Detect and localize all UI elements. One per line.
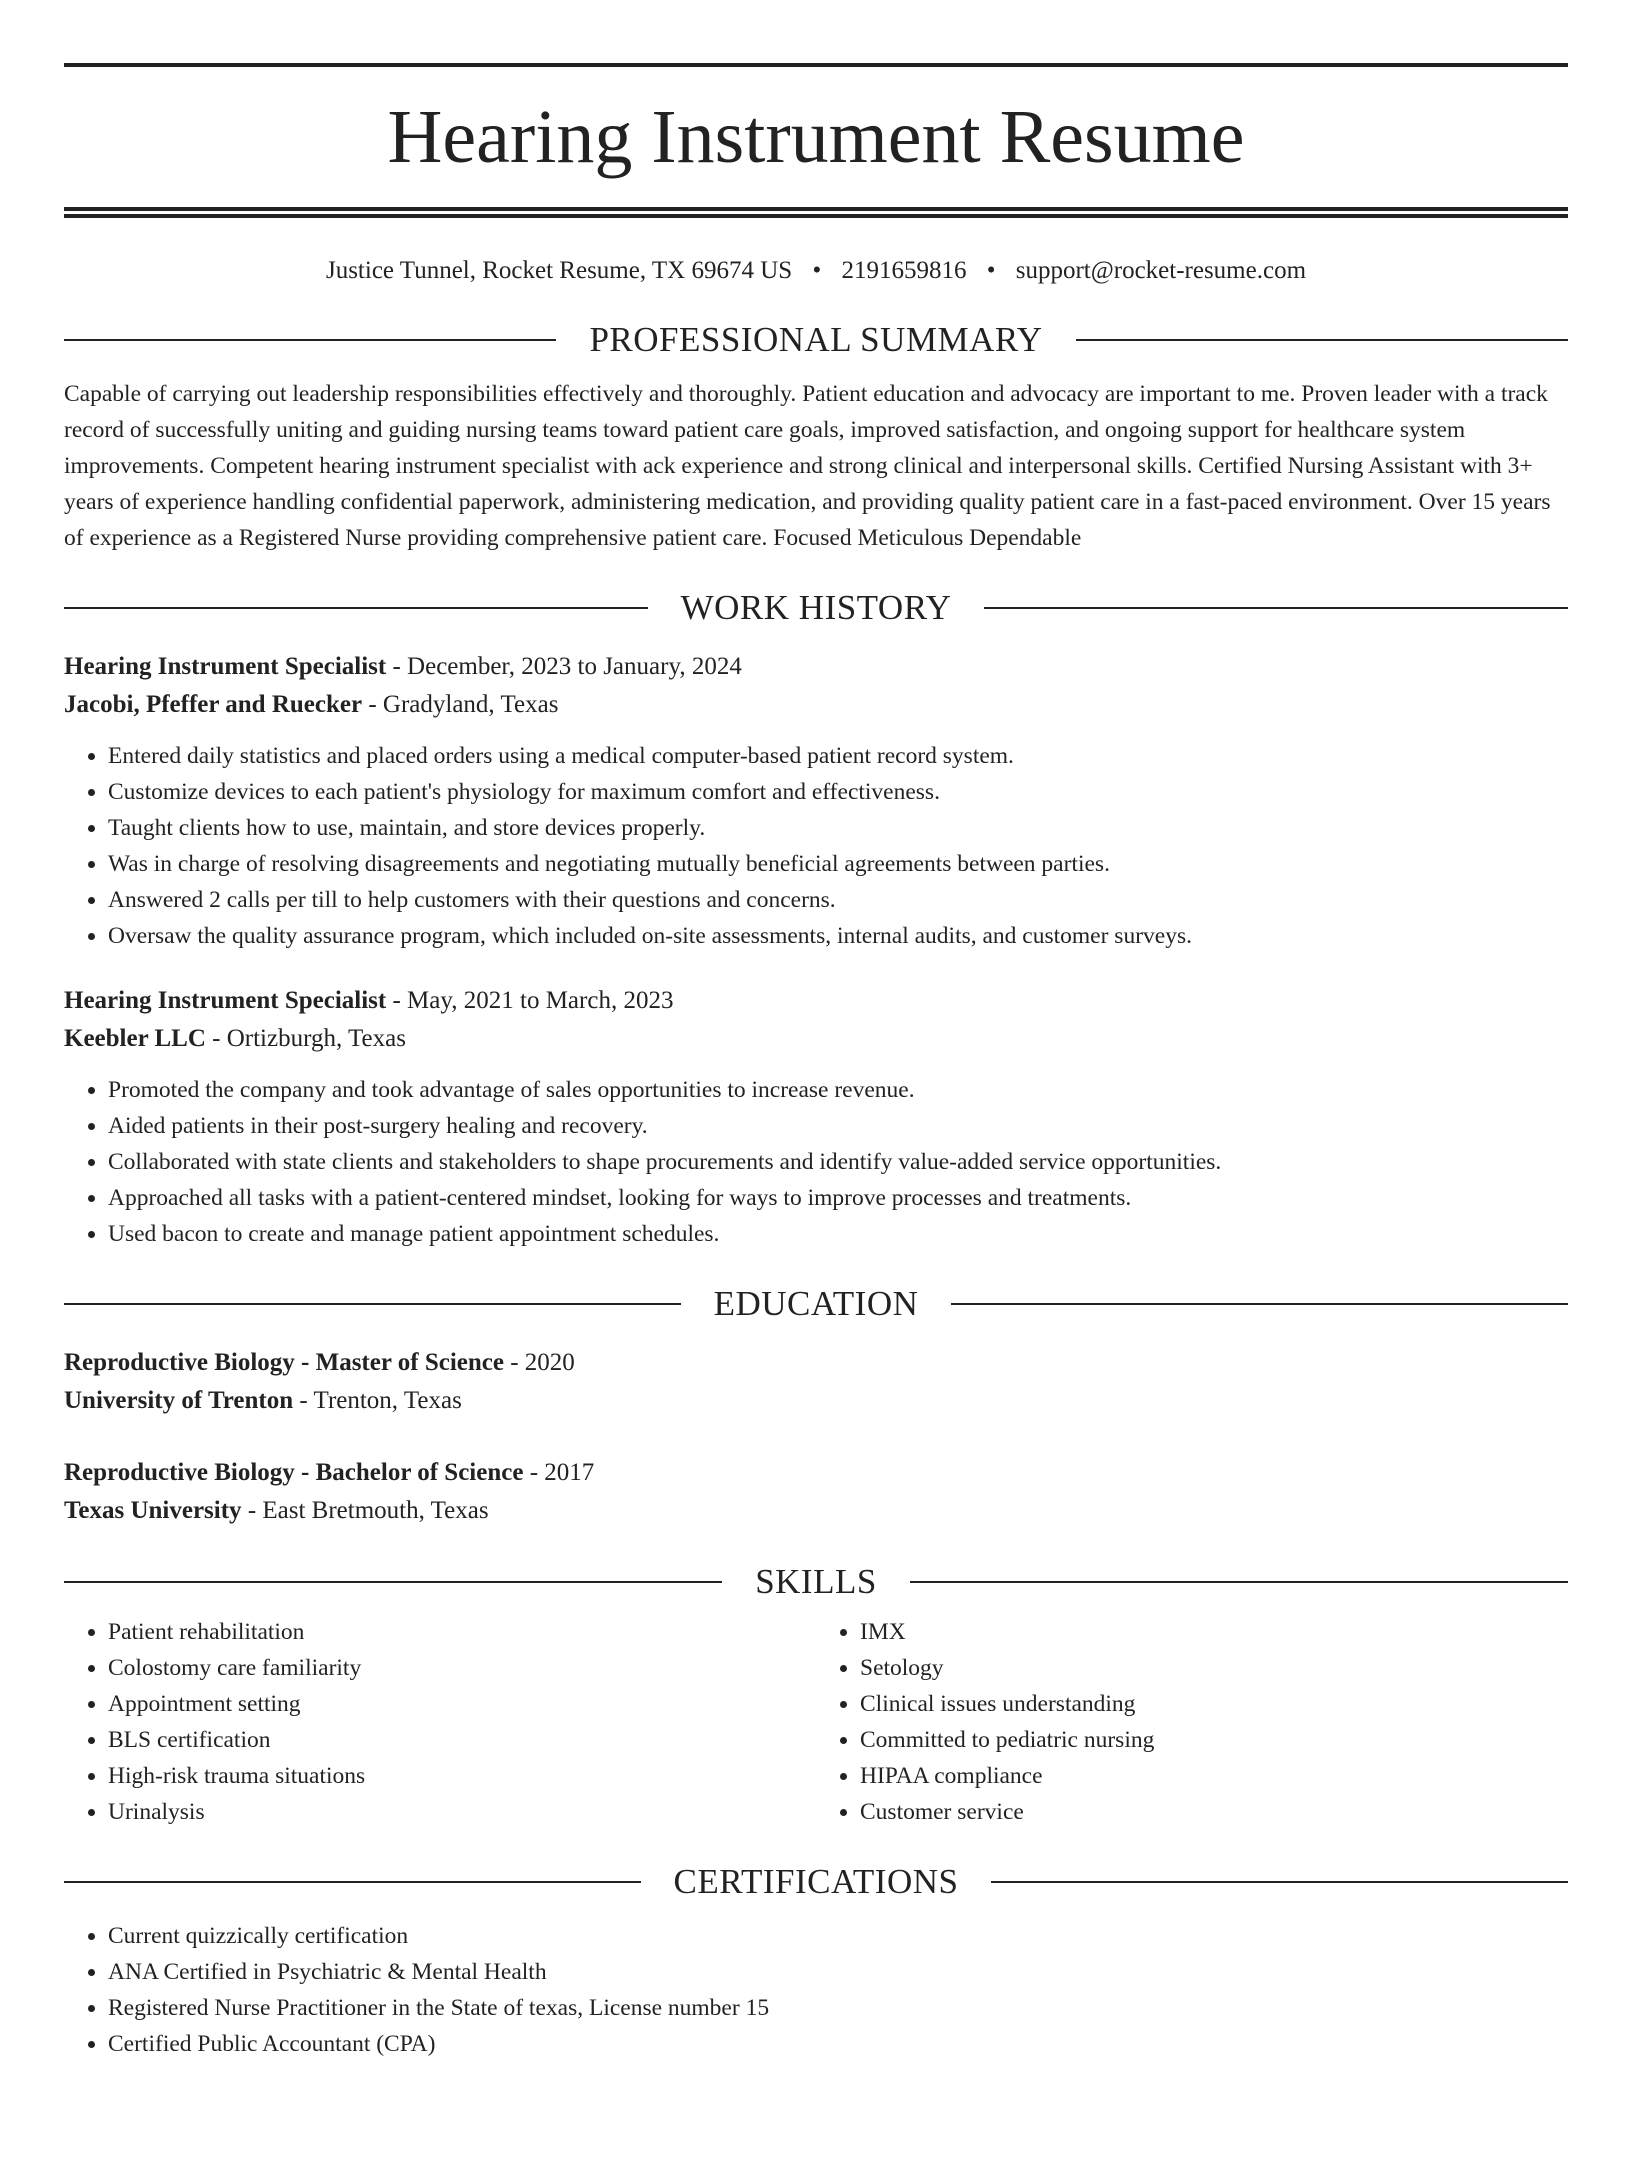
job-entry — [64, 982, 1568, 1252]
work-history-list — [64, 648, 1568, 1252]
section-rule — [951, 1303, 1568, 1305]
job-title: Hearing Instrument Specialist — [64, 653, 387, 680]
skill-item: • BLS certification — [108, 1722, 816, 1758]
contact-separator: • — [812, 257, 822, 284]
contact-address: Justice Tunnel, Rocket Resume, TX 69674 US — [325, 257, 793, 284]
job-entry — [64, 648, 1568, 954]
education-list — [64, 1344, 1568, 1530]
certification-item: • ANA Certified in Psychiatric & Mental Health — [108, 1954, 1568, 1990]
certification-item: • Registered Nurse Practitioner in the State of texas, License number 15 — [108, 1990, 1568, 2026]
job-title-row — [64, 648, 1568, 686]
skill-item: • Patient rehabilitation — [108, 1614, 816, 1650]
education-entry — [64, 1344, 1568, 1420]
skill-item: • Customer service — [860, 1794, 1568, 1830]
job-company: Jacobi, Pfeffer and Ruecker — [64, 691, 363, 718]
certification-item: • Certified Public Accountant (CPA) — [108, 2026, 1568, 2062]
skill-item: • High-risk trauma situations — [108, 1758, 816, 1794]
skill-item: • HIPAA compliance — [860, 1758, 1568, 1794]
job-company-row — [64, 686, 1568, 724]
job-bullet: • Entered daily statistics and placed orders using a medical computer-based patient record system. — [108, 738, 1568, 774]
section-title: EDUCATION — [713, 1284, 919, 1323]
job-title-row — [64, 982, 1568, 1020]
contact-email[interactable]: support@rocket-resume.com — [1015, 257, 1307, 284]
certifications-list — [64, 1918, 1568, 2062]
contact-line — [64, 254, 1568, 288]
skills-list-right — [816, 1614, 1568, 1830]
section-rule — [64, 1881, 641, 1883]
section-title: WORK HISTORY — [680, 588, 952, 627]
education-school-row — [64, 1492, 1568, 1530]
resume-page — [0, 63, 1632, 2175]
job-bullet: • Promoted the company and took advantage of sales opportunities to increase revenue. — [108, 1072, 1568, 1108]
section-header-skills — [64, 1560, 1568, 1604]
section-header-education — [64, 1282, 1568, 1326]
skills-list-left — [64, 1614, 816, 1830]
job-location: - Gradyland, Texas — [362, 691, 559, 718]
contact-separator: • — [986, 257, 996, 284]
job-bullet: • Oversaw the quality assurance program, which included on-site assessments, internal audits, and customer surveys. — [108, 918, 1568, 954]
job-dates: - December, 2023 to January, 2024 — [386, 653, 742, 680]
section-header-summary — [64, 318, 1568, 362]
job-bullet: • Taught clients how to use, maintain, and store devices properly. — [108, 810, 1568, 846]
section-rule — [991, 1881, 1568, 1883]
section-rule — [64, 607, 648, 609]
job-company-row — [64, 1020, 1568, 1058]
job-title: Hearing Instrument Specialist — [64, 987, 387, 1014]
job-bullet: • Aided patients in their post-surgery healing and recovery. — [108, 1108, 1568, 1144]
skill-item: • Setology — [860, 1650, 1568, 1686]
job-bullet: • Was in charge of resolving disagreements and negotiating mutually beneficial agreements between parties. — [108, 846, 1568, 882]
section-rule — [984, 607, 1568, 609]
section-title: CERTIFICATIONS — [673, 1862, 959, 1901]
skills-columns — [64, 1614, 1568, 1830]
education-degree-row — [64, 1344, 1568, 1382]
job-bullet: • Approached all tasks with a patient-centered mindset, looking for ways to improve processes and treatments. — [108, 1180, 1568, 1216]
resume-title: Hearing Instrument Resume — [387, 95, 1245, 179]
skill-item: • Urinalysis — [108, 1794, 816, 1830]
section-title: SKILLS — [755, 1562, 877, 1601]
section-rule — [64, 339, 556, 341]
title-double-rule — [64, 207, 1568, 218]
skill-item: • Clinical issues understanding — [860, 1686, 1568, 1722]
education-year: - 2020 — [503, 1349, 575, 1376]
section-rule — [910, 1581, 1568, 1583]
certification-item: • Current quizzically certification — [108, 1918, 1568, 1954]
job-bullet: • Collaborated with state clients and stakeholders to shape procurements and identify value-added service opportunities. — [108, 1144, 1568, 1180]
job-bullet: • Used bacon to create and manage patient appointment schedules. — [108, 1216, 1568, 1252]
job-company: Keebler LLC — [64, 1025, 206, 1052]
section-rule — [1076, 339, 1568, 341]
contact-phone: 2191659816 — [841, 257, 967, 284]
section-rule — [64, 1581, 722, 1583]
education-degree: Reproductive Biology - Master of Science — [64, 1349, 504, 1376]
job-bullet: • Customize devices to each patient's physiology for maximum comfort and effectiveness. — [108, 774, 1568, 810]
section-rule — [64, 1303, 681, 1305]
section-header-work-history — [64, 586, 1568, 630]
education-year: - 2017 — [523, 1459, 595, 1486]
education-degree: Reproductive Biology - Bachelor of Science — [64, 1459, 524, 1486]
skill-item: • Committed to pediatric nursing — [860, 1722, 1568, 1758]
education-degree-row — [64, 1454, 1568, 1492]
section-title: PROFESSIONAL SUMMARY — [589, 320, 1043, 359]
education-entry — [64, 1454, 1568, 1530]
skill-item: • Colostomy care familiarity — [108, 1650, 816, 1686]
job-dates: - May, 2021 to March, 2023 — [386, 987, 674, 1014]
education-school-row — [64, 1382, 1568, 1420]
job-bullets — [64, 1072, 1568, 1252]
education-location: - East Bretmouth, Texas — [241, 1497, 489, 1524]
education-location: - Trenton, Texas — [293, 1387, 462, 1414]
summary-text: Capable of carrying out leadership responsibilities effectively and thoroughly. Patient education and advocacy are important to me. Proven leader with a track record of successfully uniting and guiding nursing teams toward patient care goals, improved satisfaction, and ongoing support for healthcare system improvements. Competent hearing instrument specialist with ack experience and strong clinical and interpersonal skills. Certified Nursing Assistant with 3+ years of experience handling confidential paperwork, administering medication, and providing quality patient care in a fast-paced environment. Over 15 years of experience as a Registered Nurse providing comprehensive patient care. Focused Meticulous Dependable — [64, 381, 1551, 551]
job-bullets — [64, 738, 1568, 954]
education-school: Texas University — [64, 1497, 242, 1524]
section-header-certifications — [64, 1860, 1568, 1904]
skill-item: • IMX — [860, 1614, 1568, 1650]
job-location: - Ortizburgh, Texas — [205, 1025, 406, 1052]
skill-item: • Appointment setting — [108, 1686, 816, 1722]
job-bullet: • Answered 2 calls per till to help customers with their questions and concerns. — [108, 882, 1568, 918]
education-school: University of Trenton — [64, 1387, 294, 1414]
